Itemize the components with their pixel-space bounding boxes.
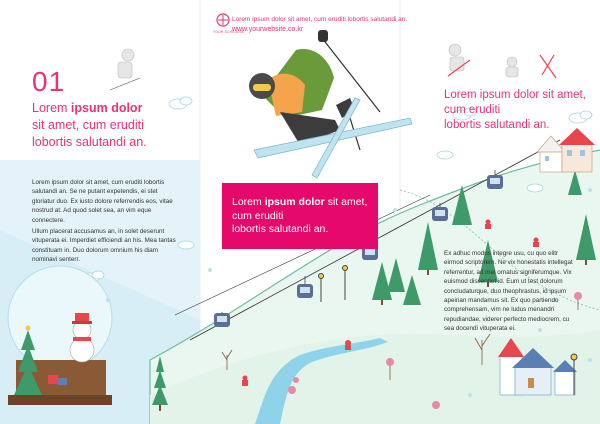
logo-caption: YOUR SCHEDULE [213, 30, 245, 34]
snow-globe-icon [8, 266, 112, 405]
right-body-text: Ex adhuc modus integre usu, cu quo elitr eirmod scriptorem. Ne vix honestatis intellegat referrentur, ad mei ornatus signiferumque. Vix euismod dissentiet id. Eum ut test dolorum concludaturque, duo theophrastus, id ipsum apeirian mandamus sit. Ex quo partiendo comprehensam, vim ne ludus menandri repudiandae, viderer perfecto mediocrem, cu sea docendi vituperata ei. [444, 250, 573, 333]
left-heading-pre: Lorem [32, 101, 71, 115]
left-heading-line2: sit amet, cum eruditi [32, 118, 144, 132]
website-link[interactable]: www.yourwebsite.co.kr [232, 26, 304, 33]
left-body-text [32, 178, 182, 267]
center-line1-bold: ipsum dolor [264, 196, 325, 208]
header-tagline: Lorem ipsum dolor sit amet, cum eruditi lobortis salutandi an. [232, 16, 408, 23]
brand-logo-icon [216, 13, 230, 27]
left-heading-bold: ipsum dolor [70, 101, 143, 115]
freestyle-skier-illustration [249, 30, 412, 178]
left-paragraph-1: Lorem ipsum dolor sit amet, cum eruditi lobortis salutandi an. Se ne putant expetendis, ei stet gloriatur duo. Ex iusto dolore referrendis eos, vitae nostrud at. Ad quod solet sea, an vim eque connectere. [32, 179, 173, 224]
cable-car-icon [487, 170, 503, 189]
left-paragraph-2: Ullum placerat accusamus an, in solet deserunt vituperata ei. Imperdiet efficiendi an his. Mea tantas constituam in. Duo dolorum omnium his diam nominavi senterr. [32, 228, 176, 264]
center-line3: lobortis salutandi an. [232, 223, 329, 235]
right-heading-line1: Lorem ipsum dolor sit amet, [444, 89, 586, 101]
center-line2: cum eruditi [232, 209, 284, 222]
house-icon [537, 128, 595, 172]
right-heading [444, 88, 594, 133]
left-heading [32, 100, 202, 151]
cable-car-icon [214, 312, 230, 327]
center-line1-pre: Lorem [232, 196, 265, 208]
center-highlight-box [222, 183, 378, 249]
center-box-text [232, 196, 372, 237]
center-line1-post: sit amet, [324, 196, 368, 208]
right-heading-line3: lobortis salutandi an. [444, 119, 550, 131]
section-number: 01 [32, 66, 66, 97]
right-heading-line2: cum eruditi [444, 104, 501, 116]
left-heading-line3: lobortis salutandi an. [32, 135, 147, 149]
